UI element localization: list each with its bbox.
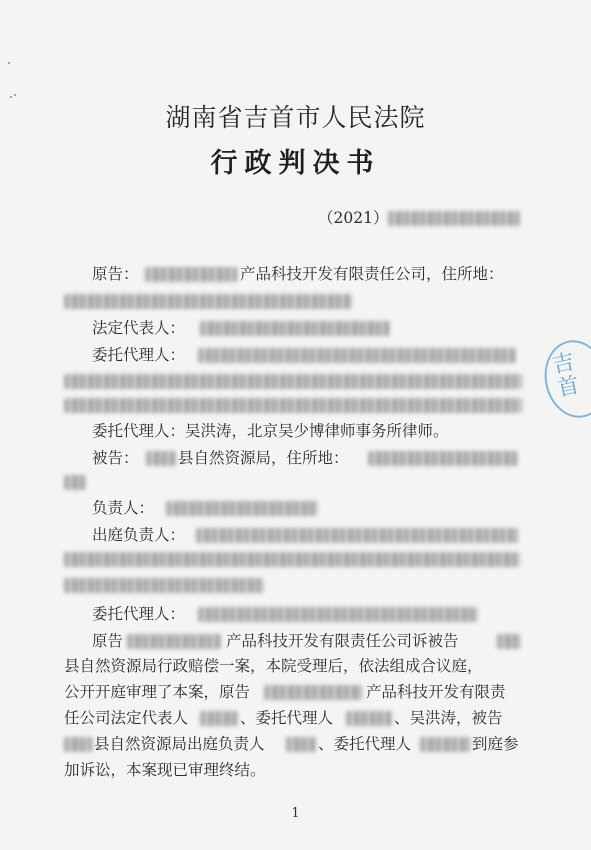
redacted-agent1-line1 bbox=[198, 348, 516, 363]
body-text: 、吴洪涛，被告 bbox=[394, 709, 503, 727]
case-number-prefix: （2021） bbox=[318, 209, 389, 227]
redacted-agent3 bbox=[198, 607, 478, 622]
body-text: 、委托代理人 bbox=[240, 709, 334, 727]
body-text: 加诉讼，本案现已审理终结。 bbox=[64, 761, 266, 779]
defendant-name: 县自然资源局，住所地： bbox=[178, 449, 349, 467]
redacted-agent-body bbox=[346, 711, 392, 726]
plaintiff-suffix: 产品科技开发有限责任公司，住所地： bbox=[240, 265, 504, 283]
body-text: 产品科技开发有限责 bbox=[366, 683, 506, 701]
redacted-plaintiff-name bbox=[145, 267, 237, 282]
agent3-label: 委托代理人： bbox=[92, 605, 186, 623]
court-responsible-label: 出庭负责人： bbox=[92, 526, 186, 544]
body-text: 、委托代理人 bbox=[318, 735, 412, 753]
redacted-plaintiff-name-body2 bbox=[264, 685, 362, 700]
redacted-defendant-address bbox=[368, 451, 518, 466]
defendant-label: 被告： bbox=[92, 449, 139, 467]
redacted-defendant-address-cont bbox=[64, 475, 86, 490]
document-type-title: 行政判决书 bbox=[210, 148, 381, 179]
body-text: 产品科技开发有限责任公司诉被告 bbox=[226, 632, 459, 650]
plaintiff-label: 原告： bbox=[92, 265, 139, 283]
redacted-county-body2 bbox=[64, 737, 92, 752]
redacted-case-number bbox=[388, 211, 520, 226]
body-text: 原告 bbox=[92, 632, 124, 650]
body-text: 县自然资源局出庭负责人 bbox=[94, 735, 265, 753]
body-text: 县自然资源局行政赔偿一案，本院受理后，依法组成合议庭， bbox=[64, 657, 483, 675]
body-text: 任公司法定代表人 bbox=[64, 709, 189, 727]
redacted-court-responsible-line3 bbox=[64, 578, 264, 593]
page-number: 1 bbox=[291, 806, 300, 821]
redacted-court-responsible-line1 bbox=[196, 528, 518, 543]
redacted-agent-body2 bbox=[420, 737, 470, 752]
scan-speck bbox=[8, 62, 10, 64]
redacted-plaintiff-address bbox=[64, 294, 352, 309]
redacted-legal-rep bbox=[200, 321, 390, 336]
redacted-defendant-county bbox=[146, 451, 176, 466]
agent2-line: 委托代理人：吴洪涛，北京吴少博律师事务所律师。 bbox=[92, 422, 449, 440]
responsible-label: 负责人： bbox=[92, 499, 155, 517]
agent1-label: 委托代理人： bbox=[92, 346, 186, 364]
redacted-plaintiff-name-body bbox=[127, 634, 221, 649]
body-text: 到庭参 bbox=[472, 735, 519, 753]
body-text: 公开开庭审理了本案，原告 bbox=[64, 683, 251, 701]
redacted-responsible bbox=[166, 501, 318, 516]
redacted-agent1-line2 bbox=[64, 374, 522, 389]
legal-rep-label: 法定代表人： bbox=[92, 319, 186, 337]
redacted-legal-rep-body bbox=[200, 711, 238, 726]
redacted-court-responsible-body bbox=[286, 737, 316, 752]
court-seal-text: 吉首 bbox=[550, 349, 582, 402]
redacted-agent1-line3 bbox=[64, 398, 522, 413]
scan-speck bbox=[10, 96, 12, 98]
redacted-court-responsible-line2 bbox=[64, 552, 520, 567]
scan-speck bbox=[14, 94, 16, 96]
redacted-county-body bbox=[497, 634, 521, 649]
court-name: 湖南省吉首市人民法院 bbox=[165, 103, 426, 132]
